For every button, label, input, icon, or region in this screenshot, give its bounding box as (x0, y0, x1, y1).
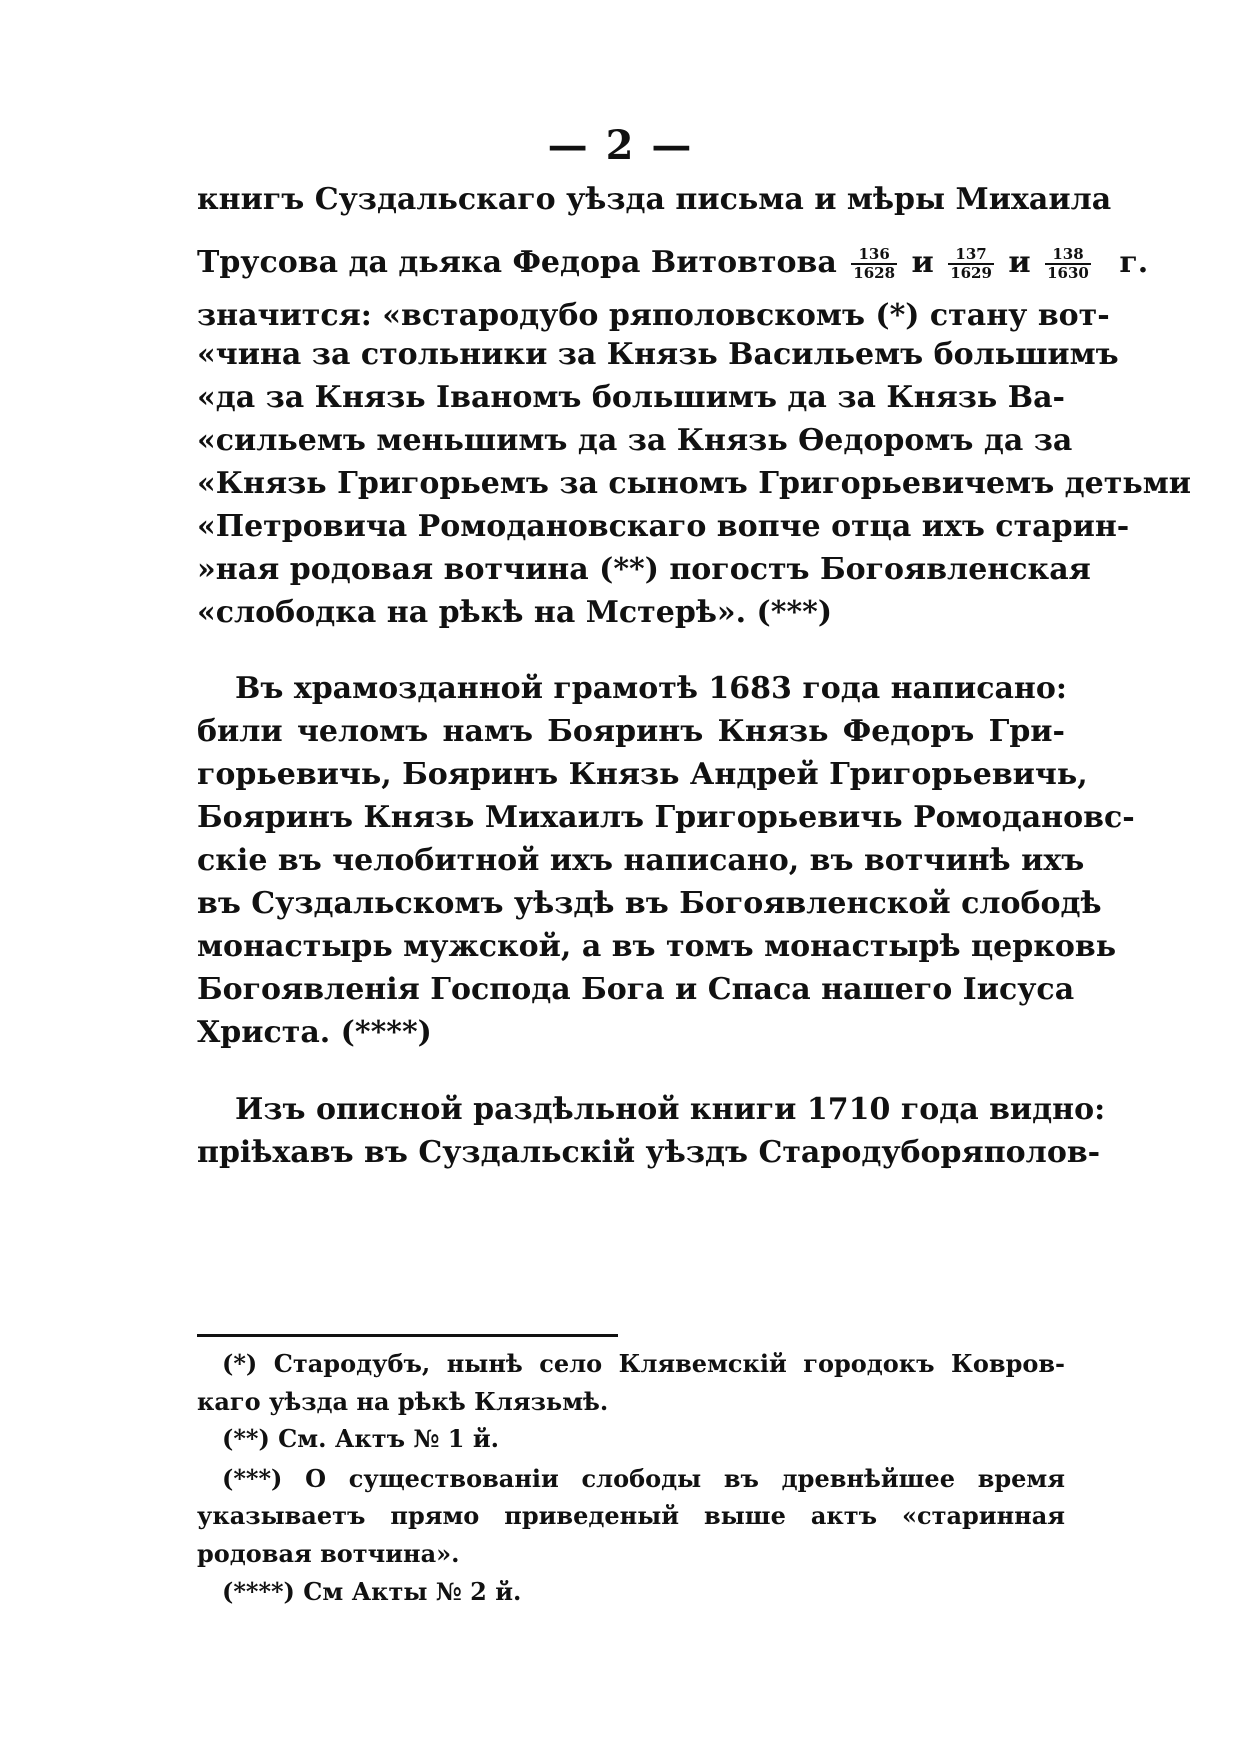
text-line: горьевичь, Бояринъ Князь Андрей Григорьевичь, (197, 757, 1088, 792)
footnote-line: (**) См. Актъ № 1 й. (222, 1424, 499, 1453)
text-line: «Князь Григорьемъ за сыномъ Григорьевичемъ детьми (197, 466, 1191, 501)
text-line: Христа. (****) (197, 1015, 432, 1050)
footnote-line: (***) О существованіи слободы въ древнѣйшее время (222, 1464, 1065, 1493)
fraction: $\frac{138}{1630}$ (1047, 245, 1089, 282)
fraction: $\frac{137}{1629}$ (950, 245, 992, 282)
text-line: книгъ Суздальскаго уѣзда письма и мѣры Михаила (197, 182, 1112, 217)
footnote-line: (*) Стародубъ, нынѣ село Клявемскій городокъ Ковров- (222, 1349, 1065, 1378)
text-line: монастырь мужской, а въ томъ монастырѣ церковь (197, 929, 1117, 964)
conjunction: и (911, 245, 934, 280)
footnote-line: указываетъ прямо приведеный выше актъ «старинная (197, 1501, 1065, 1530)
footnote-line: (****) См Акты № 2 й. (222, 1577, 522, 1606)
text-line: «чина за стольники за Князь Васильемъ большимъ (197, 337, 1119, 372)
footnote-line: родовая вотчина». (197, 1539, 460, 1568)
text-segment: г. (1119, 245, 1149, 280)
text-segment: Трусова да дьяка Федора Витовтова (197, 245, 837, 280)
text-line: «да за Князь Іваномъ большимъ да за Князь Ва- (197, 380, 1065, 415)
text-line: Изъ описной раздѣльной книги 1710 года видно: (235, 1092, 1106, 1127)
text-line: скіе въ челобитной ихъ написано, въ вотчинѣ ихъ (197, 843, 1085, 878)
text-line: «Петровича Ромодановскаго вопче отца ихъ старин- (197, 509, 1130, 544)
text-line: Богоявленія Господа Бога и Спаса нашего Іисуса (197, 972, 1075, 1007)
text-line: Бояринъ Князь Михаилъ Григорьевичь Ромодановс- (197, 800, 1135, 835)
fraction: $\frac{136}{1628}$ (853, 245, 896, 282)
text-line: «сильемъ меньшимъ да за Князь Ѳедоромъ да за (197, 423, 1073, 458)
text-line-with-fractions (197, 240, 1149, 286)
footnote-rule (197, 1334, 618, 1337)
conjunction: и (1008, 245, 1031, 280)
text-line: «слободка на рѣкѣ на Мстерѣ». (***) (197, 595, 833, 630)
text-line: значится: «встародубо ряполовскомъ (*) стану вот- (197, 298, 1110, 333)
footnote-line: каго уѣзда на рѣкѣ Клязьмѣ. (197, 1387, 609, 1416)
page-number: — 2 — (547, 122, 694, 169)
text-line: били челомъ намъ Бояринъ Князь Федоръ Гри- (197, 714, 1065, 749)
text-line: Въ храмозданной грамотѣ 1683 года написано: (235, 671, 1067, 706)
text-line: пріѣхавъ въ Суздальскій уѣздъ Стародуборяполов- (197, 1135, 1101, 1170)
text-line: въ Суздальскомъ уѣздѣ въ Богоявленской слободѣ (197, 886, 1102, 921)
text-line: »ная родовая вотчина (**) погостъ Богоявленская (197, 552, 1091, 587)
